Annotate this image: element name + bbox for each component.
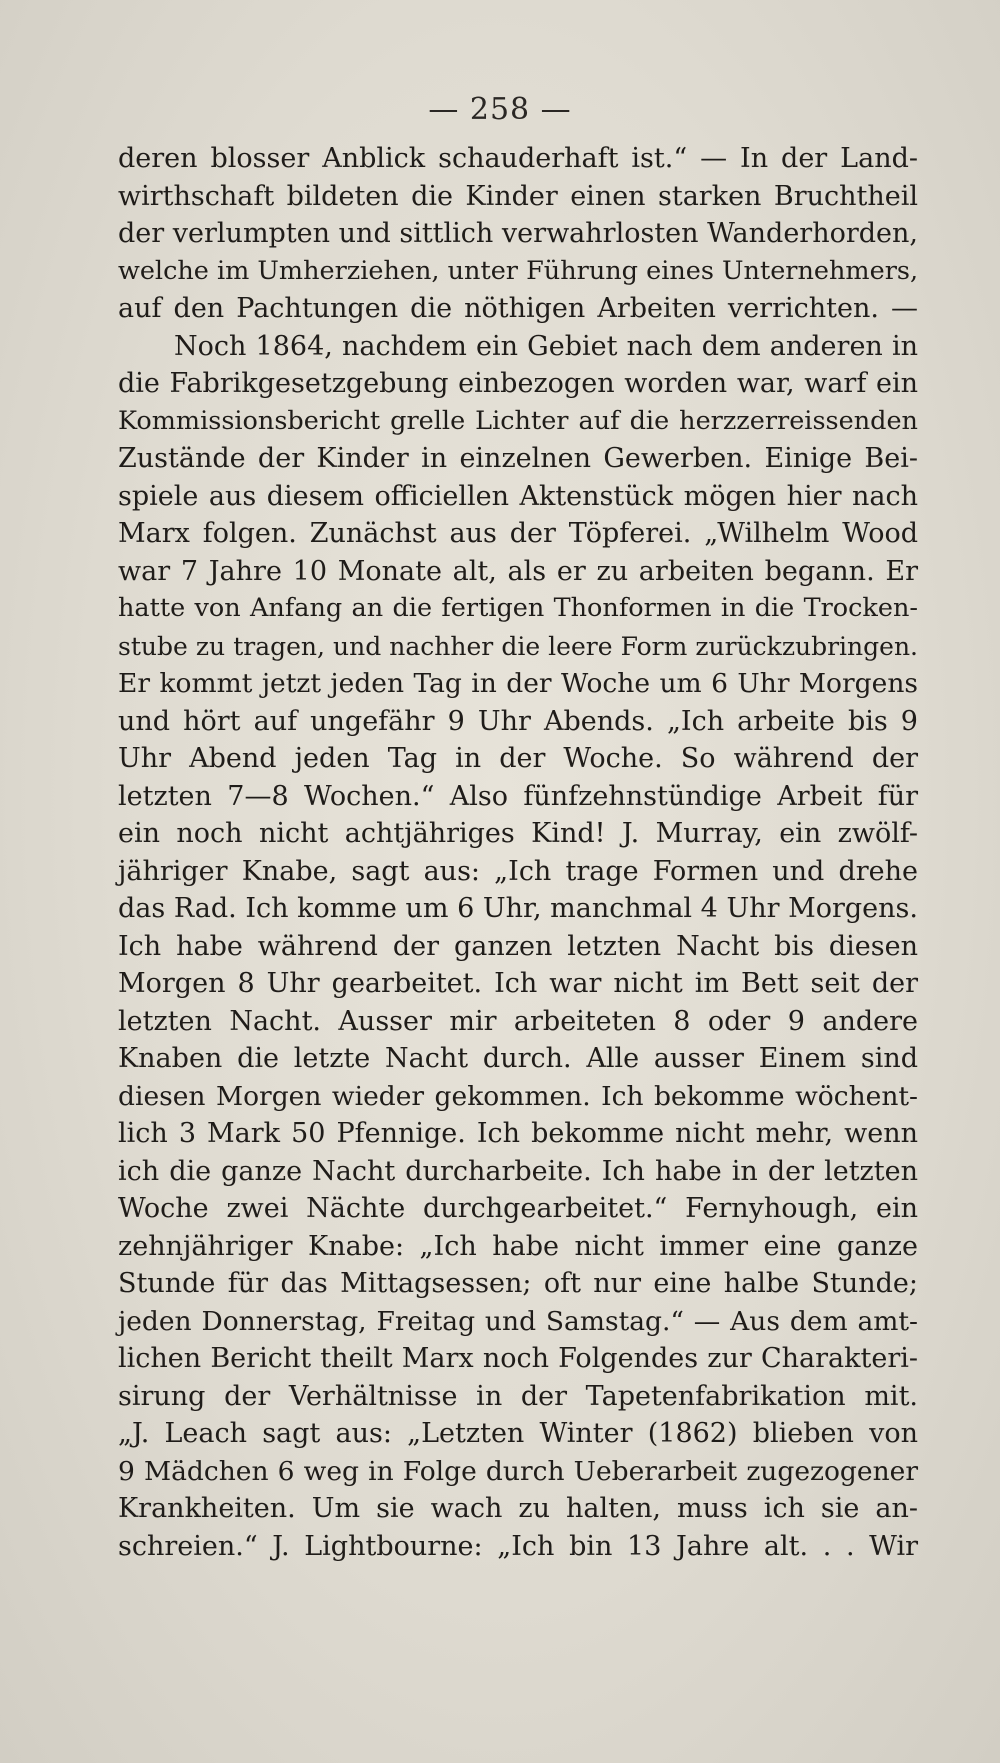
text-line: Woche zwei Nächte durchgearbeitet.“ Fernyhough, ein — [118, 1193, 918, 1224]
text-line: der verlumpten und sittlich verwahrlosten Wanderhorden, — [118, 218, 918, 249]
text-line: Ich habe während der ganzen letzten Nacht bis diesen — [118, 930, 918, 962]
text-line: Kommissionsbericht grelle Lichter auf die herzzerreissenden — [118, 405, 918, 436]
text-line: 9 Mädchen 6 weg in Folge durch Ueberarbeit zugezogener — [118, 1455, 918, 1487]
text-line: schreien.“ J. Lightbourne: „Ich bin 13 Jahre alt. . . Wir — [118, 1530, 918, 1562]
text-line: auf den Pachtungen die nöthigen Arbeiten verrichten. — — [118, 293, 918, 324]
text-line: hatte von Anfang an die fertigen Thonformen in die Trocken- — [118, 593, 918, 623]
text-line: das Rad. Ich komme um 6 Uhr, manchmal 4 Uhr Morgens. — [118, 893, 918, 924]
text-line: Zustände der Kinder in einzelnen Gewerben. Einige Bei- — [118, 443, 918, 474]
text-line: ich die ganze Nacht durcharbeite. Ich habe in der letzten — [118, 1155, 918, 1187]
text-line: Morgen 8 Uhr gearbeitet. Ich war nicht im Bett seit der — [118, 968, 918, 999]
text-line: letzten 7—8 Wochen.“ Also fünfzehnstündige Arbeit für — [118, 780, 918, 812]
text-line: letzten Nacht. Ausser mir arbeiteten 8 oder 9 andere — [118, 1005, 918, 1037]
text-line: spiele aus diesem officiellen Aktenstück mögen hier nach — [118, 480, 918, 512]
text-line: Knaben die letzte Nacht durch. Alle ausser Einem sind — [118, 1043, 918, 1074]
text-line: war 7 Jahre 10 Monate alt, als er zu arbeiten begann. Er — [118, 555, 918, 587]
text-line: wirthschaft bildeten die Kinder einen starken Bruchtheil — [118, 180, 918, 212]
text-line: „J. Leach sagt aus: „Letzten Winter (1862) blieben von — [118, 1418, 918, 1449]
text-line: lich 3 Mark 50 Pfennige. Ich bekomme nicht mehr, wenn — [118, 1118, 918, 1149]
text-line: und hört auf ungefähr 9 Uhr Abends. „Ich arbeite bis 9 — [118, 705, 918, 737]
text-line: sirung der Verhältnisse in der Tapetenfabrikation mit. — [118, 1380, 918, 1412]
text-line: Noch 1864, nachdem ein Gebiet nach dem anderen in — [174, 330, 918, 362]
page-number: — 258 — — [428, 92, 572, 127]
text-line: Marx folgen. Zunächst aus der Töpferei. „Wilhelm Wood — [118, 518, 918, 549]
text-line: lichen Bericht theilt Marx noch Folgendes zur Charakteri- — [118, 1343, 918, 1374]
text-line: Krankheiten. Um sie wach zu halten, muss ich sie an- — [118, 1493, 918, 1524]
body-text — [118, 140, 918, 1565]
text-line: diesen Morgen wieder gekommen. Ich bekomme wöchent- — [118, 1080, 918, 1112]
text-line: stube zu tragen, und nachher die leere Form zurückzubringen. — [118, 631, 918, 661]
text-line: Uhr Abend jeden Tag in der Woche. So während der — [118, 743, 918, 774]
text-line: jeden Donnerstag, Freitag und Samstag.“ — Aus dem amt- — [118, 1305, 918, 1337]
text-line: ein noch nicht achtjähriges Kind! J. Murray, ein zwölf- — [118, 818, 918, 849]
text-line: zehnjähriger Knabe: „Ich habe nicht immer eine ganze — [118, 1230, 918, 1262]
text-line: Er kommt jetzt jeden Tag in der Woche um 6 Uhr Morgens — [118, 668, 918, 699]
text-line: deren blosser Anblick schauderhaft ist.“ — In der Land- — [118, 143, 918, 174]
text-line: welche im Umherziehen, unter Führung eines Unternehmers, — [118, 255, 919, 286]
text-line: Stunde für das Mittagsessen; oft nur eine halbe Stunde; — [118, 1268, 918, 1299]
text-line: die Fabrikgesetzgebung einbezogen worden war, warf ein — [118, 368, 918, 399]
text-line: jähriger Knabe, sagt aus: „Ich trage Formen und drehe — [118, 855, 918, 887]
